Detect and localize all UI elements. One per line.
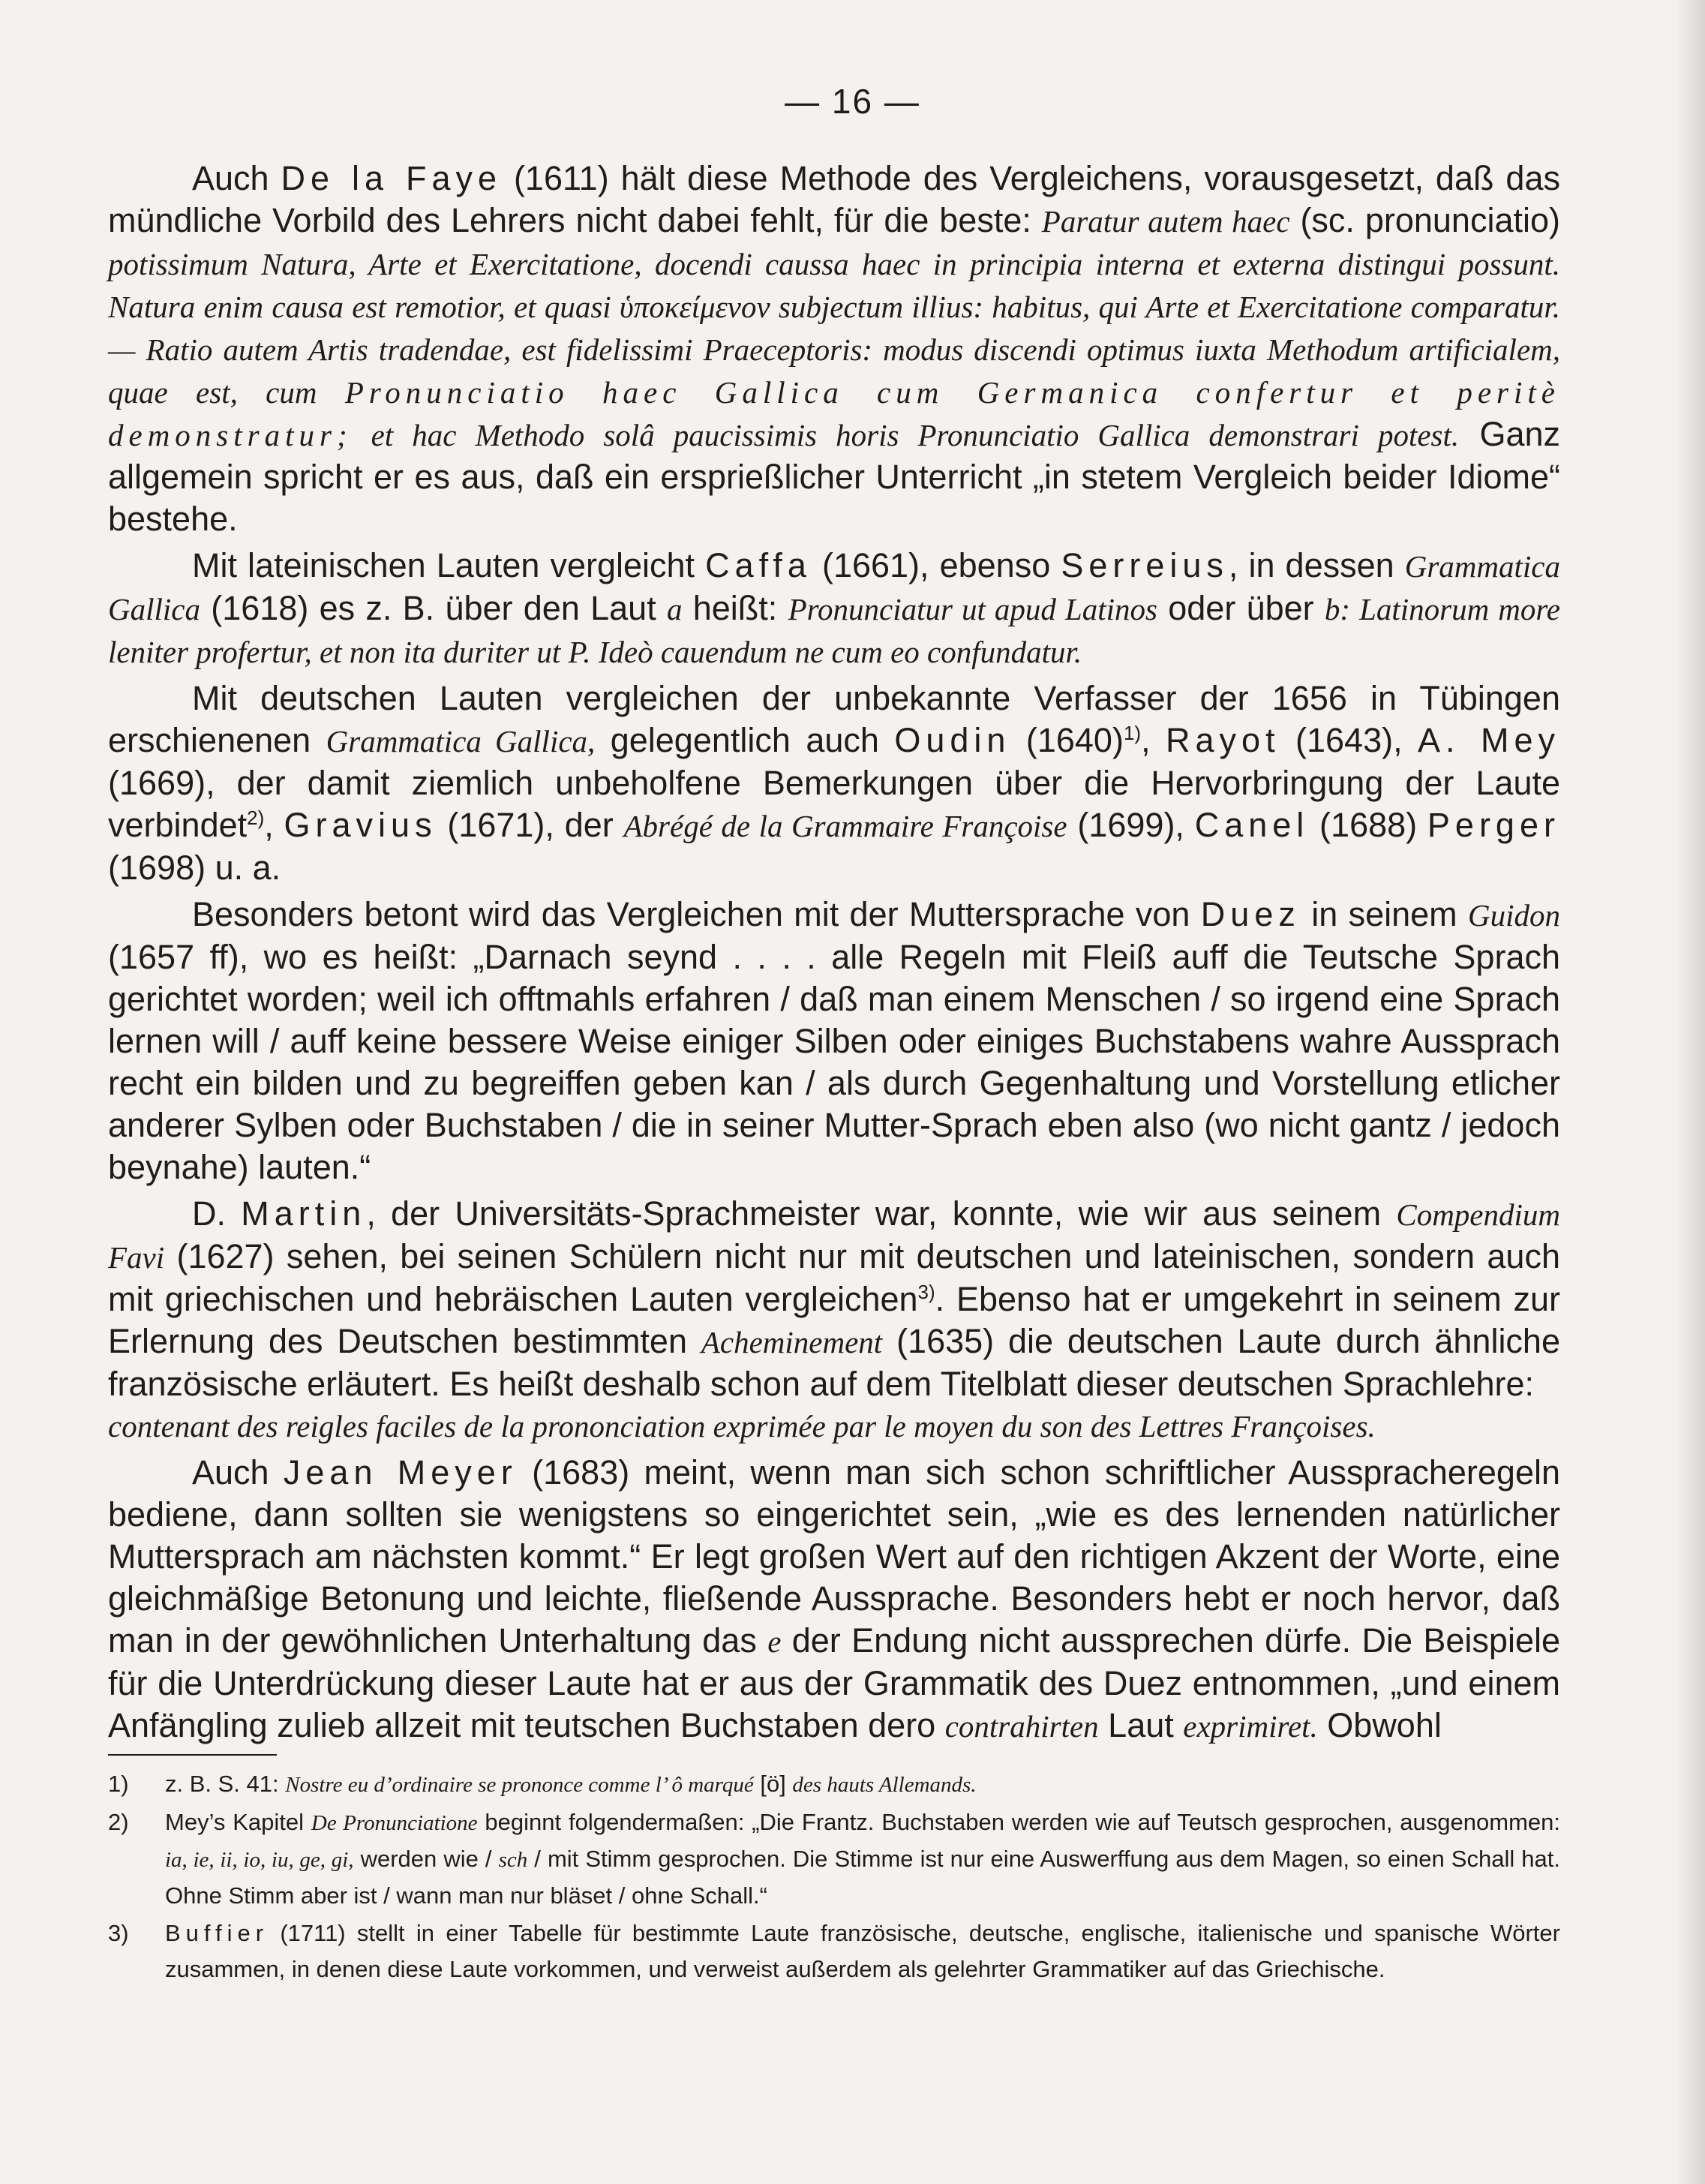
page-edge-shadow [1675,0,1705,2184]
text-run: Besonders betont wird das Vergleichen mit der Muttersprache von [192,895,1201,933]
text-run: ia, ie, ii, io, iu, ge, gi, [165,1848,354,1872]
text-run: (1618) es z. B. über den Laut [200,589,667,627]
text-run: des hauts Allemands. [792,1773,977,1797]
text-run: Canel [1194,806,1310,844]
text-run: (1661), ebenso [811,546,1061,584]
text-run: contrahirten [944,1709,1099,1744]
paragraph [108,677,1560,889]
text-run: , [264,806,284,844]
footnote-mark: 1) [108,1771,129,1797]
text-run: De la Faye [281,159,502,197]
text-run: (1669), der damit ziemlich unbeholfene Bemerkungen über die Hervorbringung der Laute verbindet [108,764,1560,844]
text-run: oder über [1157,589,1325,627]
text-run: Gravius [284,806,437,844]
text-run: (1698) u. a. [108,849,281,887]
text-run: beginnt folgendermaßen: „Die Frantz. Buchstaben werden wie auf Teutsch gesprochen, ausgenommen: [477,1809,1560,1835]
text-run: der Endung nicht aussprechen dürfe. Die Beispiele für die Unterdrückung dieser Laute hat er aus der Grammatik des Duez entnommen, „und einem Anfängling zulieb allzeit mit teutschen Buchstaben dero [108,1621,1561,1744]
footnote-mark: 3) [108,1920,129,1946]
footnote [108,1804,1560,1914]
text-run: Buffier [165,1920,269,1946]
text-run: Jean Meyer [283,1453,518,1492]
text-run: (1643), [1280,721,1418,759]
text-run: a [666,592,683,626]
text-run: Rayot [1166,721,1280,759]
text-run: [ö] [753,1771,793,1797]
text-run: (1611) hält diese Methode des Vergleichens, vorausgesetzt, daß das mündliche Vorbild des Lehrers nicht dabei fehlt, für die beste: [108,159,1560,239]
text-run: (1657 ff), wo es heißt: „Darnach seynd . . . . alle Regeln mit Fleiß auff die Teutsche Sprach gerichtet worden; weil ich offtmahls erfahren / daß man einem Menschen / so irgend eine Sprach lernen will / auff keine bessere Weise einiger Silben oder einiges Buchstabens wahre Aussprach recht ein bilden und zu begreiffen geben kan / als durch Gegenhaltung und Vorstellung etlicher anderer Sylben oder Buchstaben / die in seiner Mutter-Sprach eben also (wo nicht gantz / jedoch beynahe) lauten.“ [108,938,1560,1186]
text-run: / mit Stimm gesprochen. Die Stimme ist nur eine Auswerffung aus dem Magen, so einen Schall hat. Ohne Stimm aber ist / wann man nur bläset / ohne Schall.“ [165,1846,1560,1909]
text-run: Obwohl [1317,1706,1442,1744]
text-run: , der Universitäts-Sprachmeister war, konnte, wie wir aus seinem [366,1194,1397,1233]
text-run: Ganz allgemein spricht er es aus, daß ein ersprießlicher Unterricht „in stetem Vergleich beider Idiome“ bestehe. [108,415,1561,538]
text-run: Grammatica Gallica [108,549,1560,626]
text-run: potissimum Natura, Arte et Exercitatione, docendi caussa haec in principia interna et externa distingui possunt. Natura enim causa est remotior, et quasi ὑποκείμενον subjectum illius: habitus, qui Arte et Exercitatione comparatur. — Ratio autem Artis tradendae, est fidelissimi Praeceptoris: modus discendi optimus iuxta Methodum artificialem, quae est, cum [108,247,1560,410]
text-run: et hac Methodo solâ paucissimis horis Pronunciatio Gallica demonstrari potest. [352,418,1460,452]
paragraph [108,1193,1560,1447]
footnote-mark: 2) [108,1809,129,1835]
text-run: Pronunciatur ut apud Latinos [788,592,1157,626]
text-run: in seinem [1300,895,1468,933]
text-run: D. [192,1194,242,1233]
text-run: (1683) meint, wenn man sich schon schriftlicher Ausspracheregeln bediene, dann sollten sie wenigstens so eingerichtet sein, „wie es des lernenden natürlicher Muttersprach am nächsten kommt.“ Er legt großen Wert auf den richtigen Akzent der Worte, eine gleichmäßige Betonung und leichte, fließende Aussprache. Besonders hebt er noch hervor, daß man in der gewöhnlichen Unterhaltung das [108,1453,1561,1660]
footnote-text [165,1920,1560,1982]
text-run: Duez [1200,895,1301,933]
text-run: Auch [192,159,281,197]
text-run: 1) [1123,722,1142,744]
text-run: Mit deutschen Lauten vergleichen der unbekannte Verfasser der 1656 in Tübingen erschienenen [108,679,1560,759]
text-run: z. B. S. 41: [165,1771,286,1797]
text-run: Acheminement [701,1325,883,1359]
footnote-text [165,1771,977,1797]
text-run: Guidon [1468,898,1560,933]
text-run: Caffa [705,546,812,584]
text-run: sch [498,1848,528,1872]
page-number: — 16 — [785,82,920,121]
text-run: (sc. pronunciatio) [1289,201,1560,239]
paragraph [108,545,1560,673]
text-run: (1635) die deutschen Laute durch ähnliche französische erläutert. Es heißt deshalb schon auf dem Titelblatt dieser deutschen Sprachlehre: [108,1322,1560,1403]
text-run: Paratur autem haec [1041,204,1290,239]
text-run: (1688) [1309,806,1427,844]
text-run: (1640) [1010,721,1124,759]
text-run: Auch [192,1453,284,1492]
text-run: Abrégé de la Grammaire Françoise [623,809,1067,843]
text-run: exprimiret. [1183,1709,1318,1744]
text-run: Mit lateinischen Lauten vergleicht [192,546,706,584]
text-run: (1671), der [437,806,624,844]
text-run: b: Latinorum more leniter profertur, et non ita duriter ut P. Ideò cauendum ne cum eo confundatur. [108,592,1560,669]
text-run: Mey’s Kapitel [165,1809,311,1835]
text-run: e [767,1624,782,1659]
text-run: . Ebenso hat er umgekehrt in seinem zur Erlernung des Deutschen bestimmten [108,1280,1561,1360]
text-run: heißt: [682,589,788,627]
text-run: De Pronunciatione [311,1811,478,1835]
text-run: , [1141,721,1166,759]
text-run: contenant des reigles faciles de la prononciation exprimée par le moyen du son des Lettres Françoises. [108,1409,1376,1443]
text-run: Oudin [894,721,1011,759]
text-run: (1699), [1067,806,1195,844]
text-run: Pronunciatio haec Gallica cum Germanica confertur et peritè demonstratur; [108,375,1560,452]
paragraph [108,158,1560,540]
text-run: (1627) sehen, bei seinen Schülern nicht nur mit deutschen und lateinischen, sondern auch mit griechischen und hebräischen Lauten vergleichen [108,1237,1560,1318]
footnote [108,1766,1560,1803]
text-run: Nostre eu d’ordinaire se prononce comme l’ ô marqué [285,1773,754,1797]
footnotes [108,1766,1560,1989]
text-run: Martin [241,1194,367,1233]
text-run: Serreius [1061,546,1229,584]
text-run: , in dessen [1228,546,1405,584]
text-run: A. Mey [1418,721,1560,759]
footnote-text [165,1809,1560,1909]
text-run: Perger [1427,806,1560,844]
text-run: Grammatica Gallica, [326,724,596,759]
paragraph [108,894,1560,1188]
footnote-rule [108,1754,277,1756]
text-run: Laut [1098,1706,1184,1744]
footnote [108,1915,1560,1987]
text-run: Compendium Favi [108,1197,1560,1275]
text-run: 3) [917,1281,935,1303]
text-run: 2) [247,807,265,829]
body-text [108,158,1560,1752]
paragraph [108,1452,1560,1747]
text-run: werden wie / [353,1846,499,1872]
text-run: (1711) stellt in einer Tabelle für bestimmte Laute französische, deutsche, englische, italienische und spanische Wörter zusammen, in denen diese Laute vorkommen, und verweist außerdem als gelehrter Grammatiker auf das Griechische. [165,1920,1560,1982]
text-run: gelegentlich auch [595,721,895,759]
